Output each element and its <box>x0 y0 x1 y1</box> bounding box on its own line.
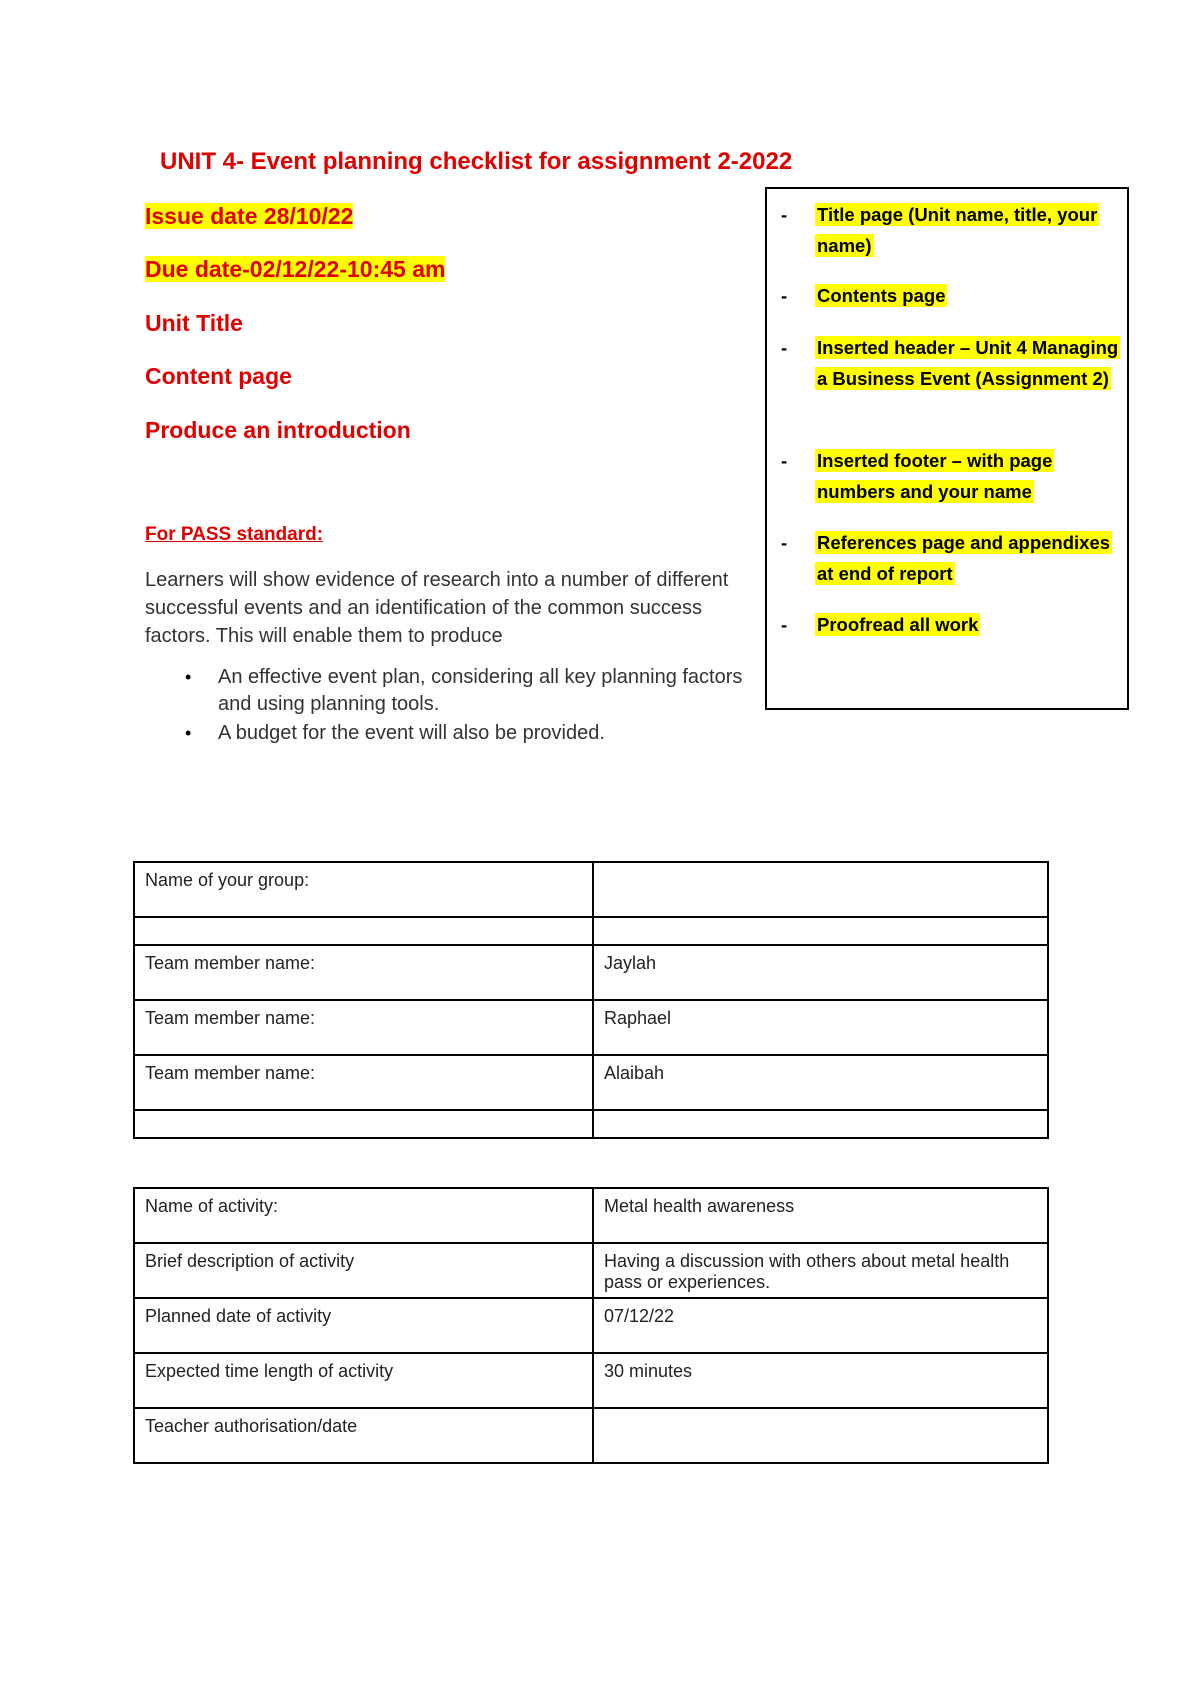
content-page-label: Content page <box>145 363 292 389</box>
checklist-item: - Title page (Unit name, title, your name) <box>781 204 1098 256</box>
table-row <box>134 1243 1048 1298</box>
activity-value-cell[interactable]: Metal health awareness <box>593 1188 1048 1243</box>
group-value-cell[interactable] <box>593 862 1048 917</box>
checklist-item: - Inserted header – Unit 4 Managing a Business Event (Assignment 2) <box>781 337 1119 389</box>
list-item: • A budget for the event will also be provided. <box>145 720 745 747</box>
list-item: • An effective event plan, considering all key planning factors and using planning tools. <box>185 666 743 715</box>
pass-paragraph: Learners will show evidence of research into a number of different successful events and an identification of the common success factors. This will enable them to produce <box>145 569 729 647</box>
table-row <box>134 1110 1048 1138</box>
table-row <box>134 1298 1048 1353</box>
activity-value-cell[interactable]: 30 minutes <box>593 1353 1048 1408</box>
activity-value-cell[interactable]: Having a discussion with others about metal health pass or experiences. <box>593 1243 1048 1298</box>
checklist-box <box>765 187 1129 710</box>
document-title: UNIT 4- Event planning checklist for assignment 2-2022 <box>160 148 793 175</box>
table-row <box>134 1000 1048 1055</box>
activity-table <box>133 1187 1049 1464</box>
group-value-cell[interactable] <box>593 1110 1048 1138</box>
activity-label-cell: Planned date of activity <box>134 1298 593 1353</box>
group-table <box>133 861 1049 1139</box>
pass-standard-heading: For PASS standard: <box>145 524 324 545</box>
activity-value-cell[interactable] <box>593 1408 1048 1463</box>
checklist-item: - References page and appendixes at end of report <box>781 532 1111 584</box>
unit-title-label: Unit Title <box>145 310 243 336</box>
checklist-item: - Inserted footer – with page numbers and your name <box>781 450 1053 502</box>
checklist-item: - Proofread all work <box>781 614 979 635</box>
group-value-cell[interactable]: Alaibah <box>593 1055 1048 1110</box>
group-label-cell: Name of your group: <box>134 862 593 917</box>
table-row <box>134 1408 1048 1463</box>
table-row <box>134 945 1048 1000</box>
group-label-cell <box>134 1110 593 1138</box>
bullet-icon: • <box>185 667 192 687</box>
activity-label-cell: Brief description of activity <box>134 1243 593 1298</box>
group-label-cell: Team member name: <box>134 945 593 1000</box>
table-row <box>134 862 1048 917</box>
introduction-label: Produce an introduction <box>145 417 411 443</box>
group-label-cell <box>134 917 593 945</box>
group-label-cell: Team member name: <box>134 1055 593 1110</box>
group-label-cell: Team member name: <box>134 1000 593 1055</box>
table-row <box>134 1188 1048 1243</box>
pass-bullet-list <box>145 664 745 749</box>
activity-label-cell: Expected time length of activity <box>134 1353 593 1408</box>
checklist-item: - Contents page <box>781 285 946 306</box>
group-value-cell[interactable]: Jaylah <box>593 945 1048 1000</box>
issue-date: Issue date 28/10/22 <box>145 203 354 229</box>
bullet-icon: • <box>185 723 192 743</box>
activity-value-cell[interactable]: 07/12/22 <box>593 1298 1048 1353</box>
group-value-cell[interactable] <box>593 917 1048 945</box>
table-row <box>134 1055 1048 1110</box>
activity-label-cell: Name of activity: <box>134 1188 593 1243</box>
due-date: Due date-02/12/22-10:45 am <box>145 256 446 282</box>
group-value-cell[interactable]: Raphael <box>593 1000 1048 1055</box>
table-row <box>134 917 1048 945</box>
table-row <box>134 1353 1048 1408</box>
activity-label-cell: Teacher authorisation/date <box>134 1408 593 1463</box>
